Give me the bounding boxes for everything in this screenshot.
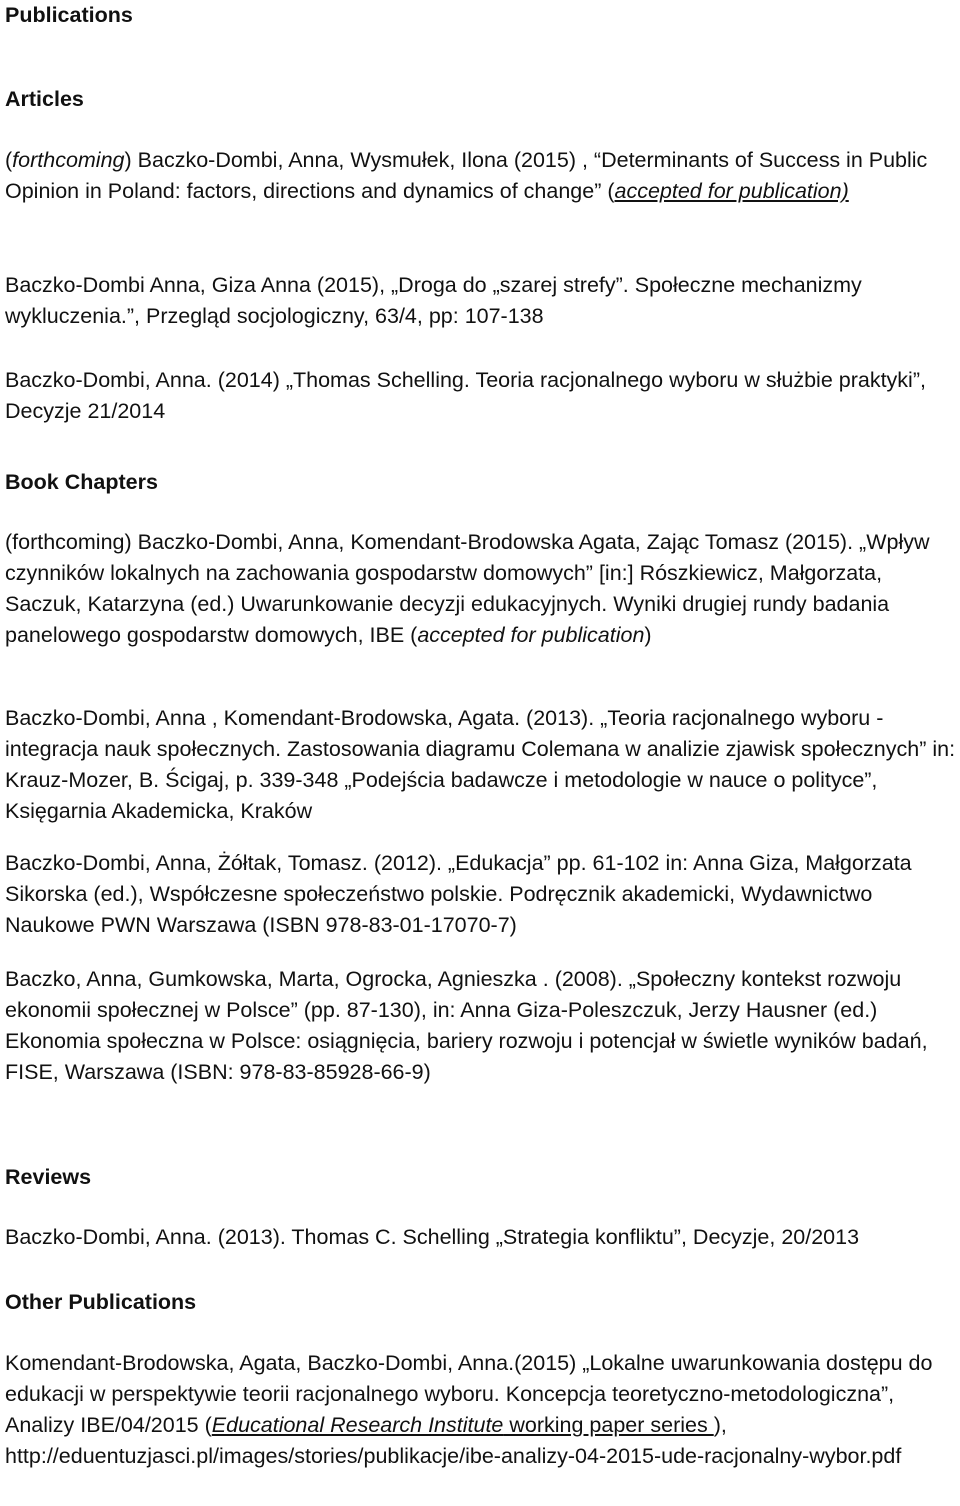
article-entry-3: Baczko-Dombi, Anna. (2014) „Thomas Schelling. Teoria racjonalnego wyboru w służbie praktyki”, Decyzje 21/2014: [5, 368, 926, 423]
entry-text: ), http://eduentuzjasci.pl/images/stories/publikacje/ibe-analizy-04-2015-ude-racjonalny-wybor.pdf: [5, 1413, 902, 1468]
article-entry-2: Baczko-Dombi Anna, Giza Anna (2015), „Droga do „szarej strefy”. Społeczne mechanizmy wykluczenia.”, Przegląd socjologiczny, 63/4, pp: 107-138: [5, 273, 862, 328]
section-heading-other-publications: Other Publications: [5, 1290, 197, 1314]
review-entry-1: Baczko-Dombi, Anna. (2013). Thomas C. Schelling „Strategia konfliktu”, Decyzje, 20/2013: [5, 1225, 860, 1249]
section-heading-reviews: Reviews: [5, 1165, 92, 1189]
section-heading-book-chapters: Book Chapters: [5, 470, 158, 494]
section-heading-articles: Articles: [5, 87, 84, 111]
entry-link[interactable]: working paper series: [503, 1413, 714, 1437]
book-chapter-entry-1: [5, 527, 957, 651]
book-chapter-entry-4: Baczko, Anna, Gumkowska, Marta, Ogrocka, Agnieszka . (2008). „Społeczny kontekst rozwoju ekonomii społecznej w Polsce” (pp. 87-130), in: Anna Giza-Poleszczuk, Jerzy Hausner (ed.) Ekonomia społeczna w Polsce: osiągnięcia, bariery rozwoju i potencjał w świetle wyników badań, FISE, Warszawa (ISBN: 978-83-85928-66-9): [5, 967, 928, 1084]
entry-text: (forthcoming) Baczko-Dombi, Anna, Komendant-Brodowska Agata, Zając Tomasz (2015). „Wpływ czynników lokalnych na zachowania gospodarstw domowych” [in:] Rószkiewicz, Małgorzata, Saczuk, Katarzyna (ed.) Uwarunkowanie decyzji edukacyjnych. Wyniki drugiej rundy badania panelowego gospodarstw domowych, IBE (: [5, 530, 930, 647]
book-chapter-entry-3: Baczko-Dombi, Anna, Żółtak, Tomasz. (2012). „Edukacja” pp. 61-102 in: Anna Giza, Małgorzata Sikorska (ed.), Współczesne społeczeństwo polskie. Podręcznik akademicki, Wydawnictwo Naukowe PWN Warszawa (ISBN 978-83-01-17070-7): [5, 851, 912, 937]
entry-text: ) Baczko-Dombi, Anna, Wysmułek, Ilona (2015) , “Determinants of Success in Public Opinion in Poland: factors, directions and dynamics of change” (: [5, 148, 928, 203]
article-entry-1: [5, 145, 957, 207]
entry-text-italic: accepted for publication: [417, 623, 645, 647]
entry-text: Komendant-Brodowska, Agata, Baczko-Dombi, Anna.(2015) „Lokalne uwarunkowania dostępu do edukacji w perspektywie teorii racjonalnego wyboru. Koncepcja teoretyczno-metodologiczna”, Analizy IBE/04/2015 (: [5, 1351, 933, 1437]
entry-text: (: [5, 148, 13, 172]
entry-text-italic: forthcoming: [12, 148, 125, 172]
entry-text: ): [644, 623, 652, 647]
other-publication-entry-1: [5, 1348, 957, 1472]
entry-text-italic-underline: accepted for publication): [614, 179, 849, 203]
entry-link-italic[interactable]: Educational Research Institute: [211, 1413, 504, 1437]
page-title: Publications: [5, 3, 133, 27]
book-chapter-entry-2: Baczko-Dombi, Anna , Komendant-Brodowska, Agata. (2013). „Teoria racjonalnego wyboru - integracja nauk społecznych. Zastosowania diagramu Colemana w analizie zjawisk społecznych” in: Krauz-Mozer, B. Ścigaj, p. 339-348 „Podejścia badawcze i metodologie w nauce o polityce”, Księgarnia Akademicka, Kraków: [5, 706, 956, 823]
